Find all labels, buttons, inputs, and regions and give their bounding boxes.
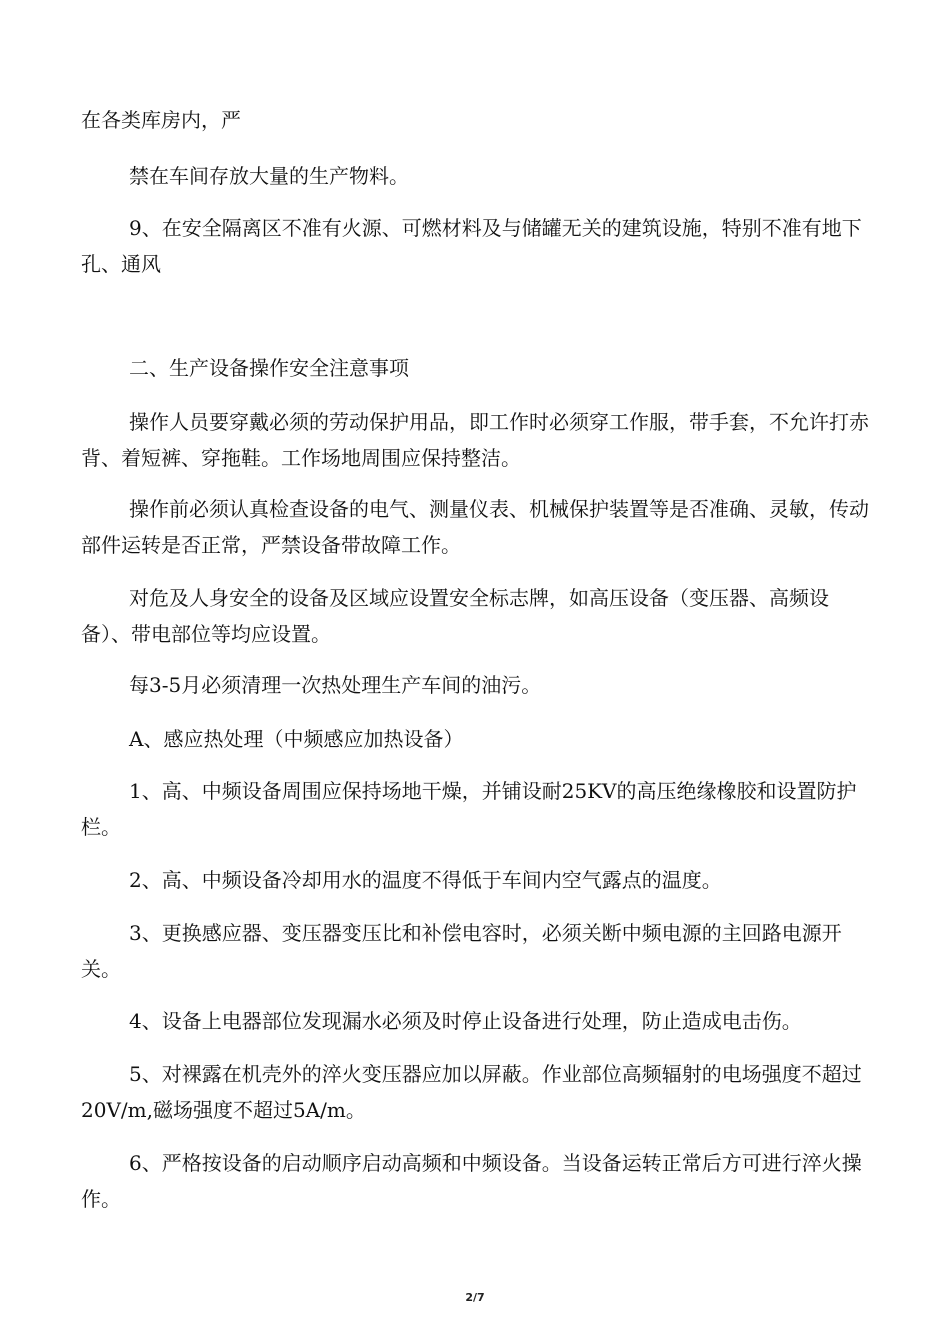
section-heading: 二、生产设备操作安全注意事项 [129,356,409,380]
item-4: 4、设备上电器部位发现漏水必须及时停止设备进行处理，防止造成电击伤。 [129,1009,802,1033]
subsection-heading: A、感应热处理（中频感应加热设备） [129,727,464,751]
page-number: 2/7 [465,1291,485,1304]
item-1: 1、高、中频设备周围应保持场地干燥，并铺设耐25KV的高压绝缘橡胶和设置防护栏。 [81,779,857,839]
paragraph-6: 对危及人身安全的设备及区域应设置安全标志牌，如高压设备（变压器、高频设备）、带电部位等均应设置。 [81,586,829,646]
paragraph-3: 9、在安全隔离区不准有火源、可燃材料及与储罐无关的建筑设施，特别不准有地下孔、通风 [81,216,862,276]
item-2: 2、高、中频设备冷却用水的温度不得低于车间内空气露点的温度。 [129,868,722,892]
paragraph-5: 操作前必须认真检查设备的电气、测量仪表、机械保护装置等是否准确、灵敏，传动部件运转是否正常，严禁设备带故障工作。 [81,497,869,557]
paragraph-4: 操作人员要穿戴必须的劳动保护用品，即工作时必须穿工作服，带手套，不允许打赤背、着短裤、穿拖鞋。工作场地周围应保持整洁。 [81,410,869,470]
item-3: 3、更换感应器、变压器变压比和补偿电容时，必须关断中频电源的主回路电源开关。 [81,921,842,981]
paragraph-1: 在各类库房内，严 [81,108,241,132]
paragraph-7: 每3-5月必须清理一次热处理生产车间的油污。 [129,673,542,697]
paragraph-2: 禁在车间存放大量的生产物料。 [129,164,409,188]
item-6: 6、严格按设备的启动顺序启动高频和中频设备。当设备运转正常后方可进行淬火操作。 [81,1151,862,1211]
item-5: 5、对裸露在机壳外的淬火变压器应加以屏蔽。作业部位高频辐射的电场强度不超过20V/m,磁场强度不超过5A/m。 [81,1062,862,1122]
